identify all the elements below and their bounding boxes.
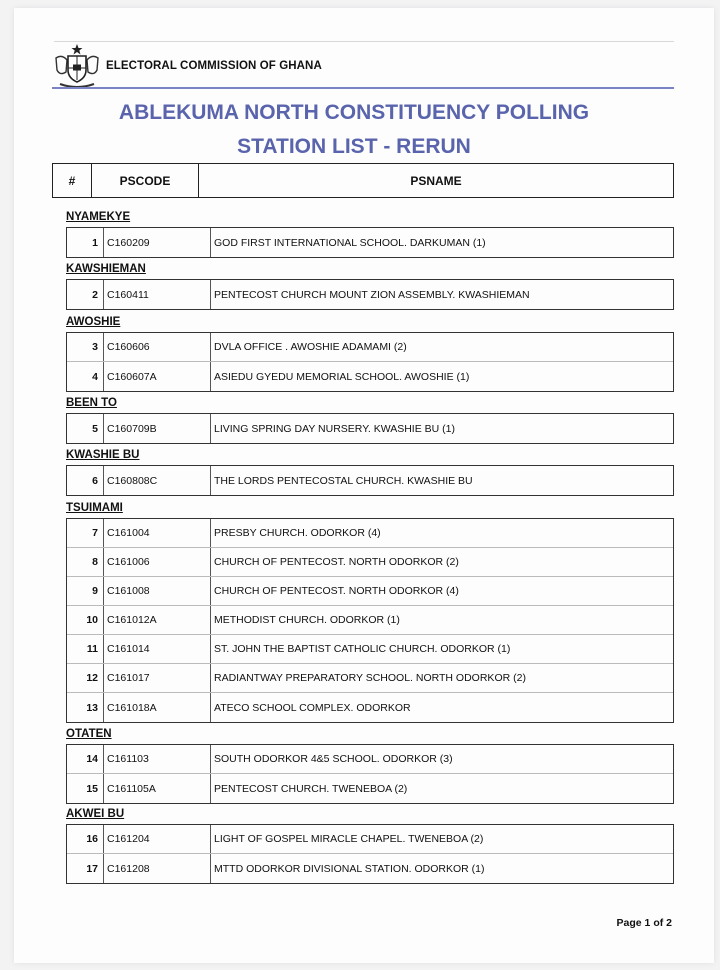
area-heading: AKWEI BU — [66, 808, 125, 820]
table-row — [67, 280, 673, 309]
area-station-table — [66, 744, 674, 804]
station-code: C161208 — [103, 854, 211, 883]
station-number: 7 — [92, 527, 98, 539]
station-name: PENTECOST CHURCH MOUNT ZION ASSEMBLY. KWASHIEMAN — [214, 288, 530, 301]
area-heading: TSUIMAMI — [66, 502, 123, 514]
title-line-2: STATION LIST - RERUN — [237, 135, 471, 158]
table-row — [67, 774, 673, 803]
area-heading: BEEN TO — [66, 397, 117, 409]
station-number: 17 — [86, 862, 98, 875]
area-station-table — [66, 518, 674, 723]
station-code: C161006 — [103, 548, 211, 576]
station-code: C161014 — [103, 635, 211, 663]
area-station-table — [66, 824, 674, 884]
document-title — [54, 96, 654, 164]
station-number: 5 — [92, 422, 98, 435]
station-name: MTTD ODORKOR DIVISIONAL STATION. ODORKOR (1) — [214, 862, 485, 875]
table-header — [52, 163, 674, 198]
station-code: C161204 — [103, 825, 211, 853]
station-number: 9 — [92, 585, 98, 597]
header-divider — [52, 87, 674, 89]
title-line-1: ABLEKUMA NORTH CONSTITUENCY POLLING — [118, 101, 590, 124]
station-name: ASIEDU GYEDU MEMORIAL SCHOOL. AWOSHIE (1) — [214, 370, 470, 383]
page-number: Page 1 of 2 — [616, 917, 672, 929]
station-number: 10 — [86, 614, 98, 626]
station-code: C161103 — [103, 745, 211, 773]
station-code: C160606 — [103, 333, 211, 361]
station-number: 13 — [86, 701, 98, 714]
station-code: C160209 — [103, 228, 211, 257]
table-row — [67, 228, 673, 257]
document-page — [14, 8, 714, 963]
station-name: DVLA OFFICE . AWOSHIE ADAMAMI (2) — [214, 341, 407, 353]
station-number: 16 — [86, 833, 98, 845]
station-code: C161105A — [103, 774, 211, 803]
station-number: 3 — [92, 341, 98, 353]
area-station-table — [66, 227, 674, 258]
station-code: C161018A — [103, 693, 211, 722]
organization-name: ELECTORAL COMMISSION OF GHANA — [106, 60, 322, 72]
station-code: C160808C — [103, 466, 211, 495]
station-name: LIVING SPRING DAY NURSERY. KWASHIE BU (1) — [214, 422, 455, 435]
column-header-number: # — [53, 164, 92, 197]
station-name: METHODIST CHURCH. ODORKOR (1) — [214, 614, 400, 626]
station-code: C161012A — [103, 606, 211, 634]
station-code: C161017 — [103, 664, 211, 692]
table-row — [67, 635, 673, 664]
table-row — [67, 333, 673, 362]
station-code: C161008 — [103, 577, 211, 605]
station-number: 12 — [86, 672, 98, 684]
station-name: PENTECOST CHURCH. TWENEBOA (2) — [214, 782, 408, 795]
table-row — [67, 519, 673, 548]
station-number: 2 — [92, 288, 98, 301]
area-heading: OTATEN — [66, 728, 112, 740]
station-number: 1 — [92, 236, 98, 249]
table-row — [67, 693, 673, 722]
table-row — [67, 745, 673, 774]
station-code: C161004 — [103, 519, 211, 547]
station-name: THE LORDS PENTECOSTAL CHURCH. KWASHIE BU — [214, 474, 473, 487]
table-row — [67, 466, 673, 495]
station-name: CHURCH OF PENTECOST. NORTH ODORKOR (2) — [214, 556, 459, 568]
station-code: C160607A — [103, 362, 211, 391]
table-row — [67, 362, 673, 391]
station-code: C160709B — [103, 414, 211, 443]
coat-of-arms-icon — [52, 42, 102, 90]
area-heading: AWOSHIE — [66, 316, 121, 328]
table-row — [67, 825, 673, 854]
area-station-table — [66, 413, 674, 444]
area-station-table — [66, 332, 674, 392]
station-name: ATECO SCHOOL COMPLEX. ODORKOR — [214, 701, 411, 714]
area-heading: NYAMEKYE — [66, 211, 131, 223]
station-number: 14 — [86, 753, 98, 765]
station-number: 8 — [92, 556, 98, 568]
area-heading: KWASHIE BU — [66, 449, 140, 461]
station-name: LIGHT OF GOSPEL MIRACLE CHAPEL. TWENEBOA (2) — [214, 833, 484, 845]
area-station-table — [66, 279, 674, 310]
area-station-table — [66, 465, 674, 496]
column-header-psname: PSNAME — [410, 173, 462, 188]
table-row — [67, 414, 673, 443]
area-heading: KAWSHIEMAN — [66, 263, 146, 275]
station-number: 6 — [92, 474, 98, 487]
table-row — [67, 548, 673, 577]
table-row — [67, 664, 673, 693]
column-header-pscode: PSCODE — [92, 164, 199, 197]
station-name: PRESBY CHURCH. ODORKOR (4) — [214, 527, 381, 539]
table-row — [67, 577, 673, 606]
station-name: SOUTH ODORKOR 4&5 SCHOOL. ODORKOR (3) — [214, 753, 453, 765]
station-name: ST. JOHN THE BAPTIST CATHOLIC CHURCH. ODORKOR (1) — [214, 643, 511, 655]
top-divider — [54, 41, 674, 42]
station-name: CHURCH OF PENTECOST. NORTH ODORKOR (4) — [214, 585, 459, 597]
station-number: 15 — [86, 782, 98, 795]
station-code: C160411 — [103, 280, 211, 309]
station-name: RADIANTWAY PREPARATORY SCHOOL. NORTH ODORKOR (2) — [214, 672, 526, 684]
table-row — [67, 606, 673, 635]
table-row — [67, 854, 673, 883]
station-number: 11 — [86, 643, 98, 655]
station-number: 4 — [92, 370, 98, 383]
station-name: GOD FIRST INTERNATIONAL SCHOOL. DARKUMAN (1) — [214, 236, 486, 249]
